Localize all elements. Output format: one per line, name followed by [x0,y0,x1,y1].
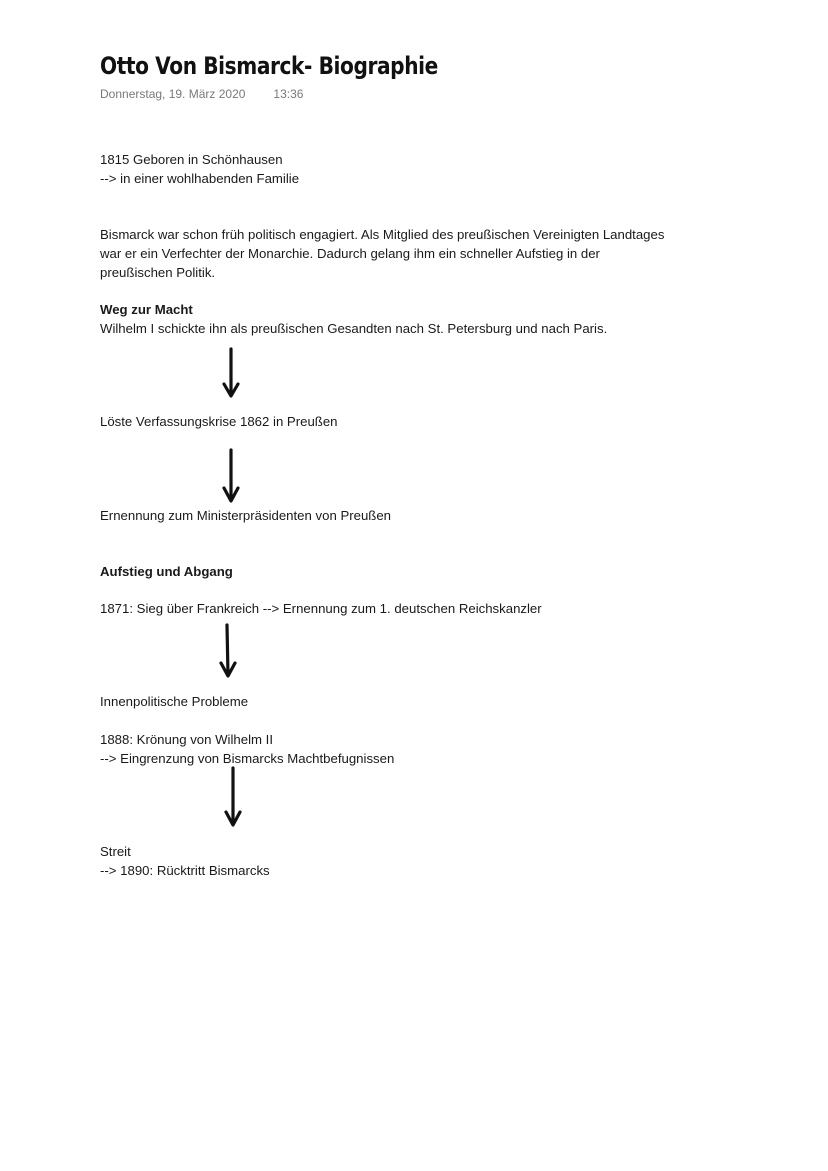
timeline-step: Innenpolitische Probleme [100,694,249,709]
timeline-step: Wilhelm I schickte ihn als preußischen Gesandten nach St. Petersburg und nach Paris. [100,321,608,336]
timeline-step: 1888: Krönung von Wilhelm II [100,732,273,747]
intro-line-2: war er ein Verfechter der Monarchie. Dadurch gelang ihm ein schneller Aufstieg in der [100,246,600,261]
page-meta [100,87,303,101]
page-title: Otto Von Bismarck- Biographie [100,52,438,80]
arrow-down-icon [223,766,243,828]
page-date: Donnerstag, 19. März 2020 [100,87,246,101]
section-heading-aufstieg-und-abgang: Aufstieg und Abgang [100,564,233,579]
timeline-step: Löste Verfassungskrise 1862 in Preußen [100,414,338,429]
timeline-step-detail: --> Eingrenzung von Bismarcks Machtbefugnissen [100,751,395,766]
timeline-step: Ernennung zum Ministerpräsidenten von Preußen [100,508,392,523]
timeline-step: Streit [100,844,131,859]
birth-line: 1815 Geboren in Schönhausen [100,152,283,167]
intro-line-3: preußischen Politik. [100,265,216,280]
arrow-down-icon [221,448,241,504]
section-heading-weg-zur-macht: Weg zur Macht [100,302,193,317]
page-time: 13:36 [273,87,304,101]
birth-detail-line: --> in einer wohlhabenden Familie [100,171,300,186]
arrow-down-icon [221,347,241,399]
arrow-down-icon [218,623,238,679]
timeline-step: 1871: Sieg über Frankreich --> Ernennung zum 1. deutschen Reichskanzler [100,601,542,616]
timeline-step-detail: --> 1890: Rücktritt Bismarcks [100,863,270,878]
intro-line-1: Bismarck war schon früh politisch engagiert. Als Mitglied des preußischen Vereinigten Landtages [100,227,665,242]
